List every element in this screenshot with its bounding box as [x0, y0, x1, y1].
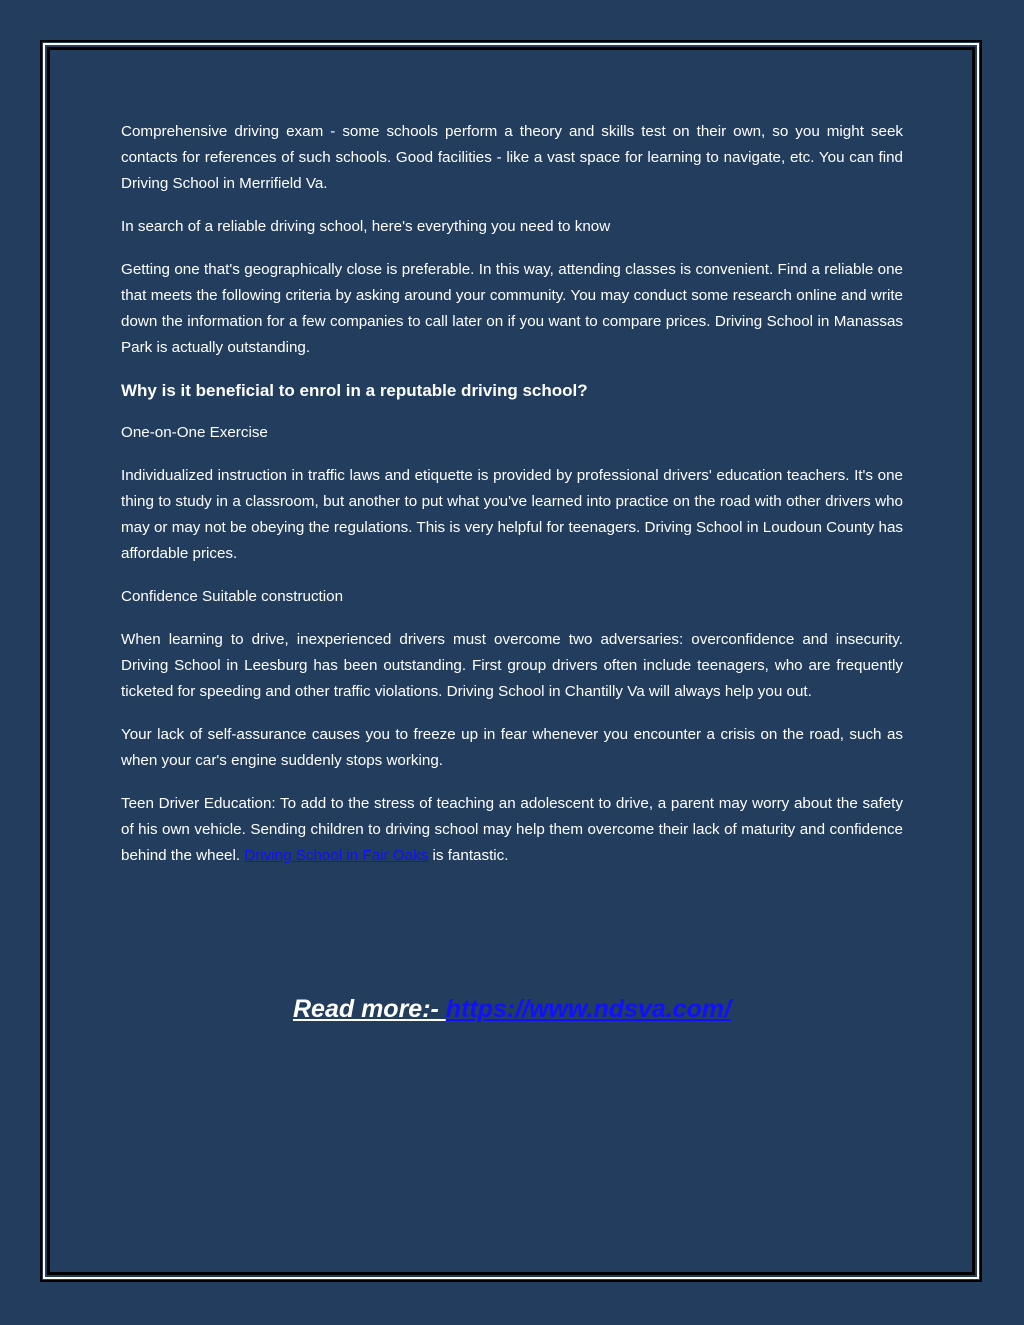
- read-more-line: [0, 995, 1024, 1024]
- teen-education-text: Teen Driver Education: To add to the stress of teaching an adolescent to drive, a parent may worry about the safety of his own vehicle. Sending children to driving school may help them overcome their lack of maturity and confidence behind the wheel.: [121, 795, 903, 864]
- paragraph-learning-to-drive: When learning to drive, inexperienced drivers must overcome two adversaries: overconfidence and insecurity. Driving School in Leesburg has been outstanding. First group drivers often include teenagers, who are frequently ticketed for speeding and other traffic violations. Driving School in Chantilly Va will always help you out.: [121, 631, 903, 700]
- subheading-confidence: Confidence Suitable construction: [121, 588, 344, 605]
- subheading-one-on-one: One-on-One Exercise: [121, 424, 268, 441]
- article-body: [121, 119, 903, 886]
- read-more-label: Read more:-: [292, 995, 446, 1023]
- paragraph-search-intro: In search of a reliable driving school, here's everything you need to know: [121, 218, 611, 235]
- fair-oaks-link[interactable]: Driving School in Fair Oaks: [244, 847, 429, 864]
- paragraph-geographic: Getting one that's geographically close is preferable. In this way, attending classes is convenient. Find a reliable one that meets the following criteria by asking around your community. You may conduct some research online and write down the information for a few companies to call later on if you want to compare prices. Driving School in Manassas Park is actually outstanding.: [121, 261, 903, 356]
- teen-education-text-end: is fantastic.: [428, 847, 509, 864]
- paragraph-individualized: Individualized instruction in traffic laws and etiquette is provided by professional drivers' education teachers. It's one thing to study in a classroom, but another to put what you've learned into practice on the road with other drivers who may or may not be obeying the regulations. This is very helpful for teenagers. Driving School in Loudoun County has affordable prices.: [121, 467, 903, 562]
- paragraph-teen-education: [121, 791, 903, 869]
- paragraph-self-assurance: Your lack of self-assurance causes you to freeze up in fear whenever you encounter a crisis on the road, such as when your car's engine suddenly stops working.: [121, 726, 903, 769]
- paragraph-comprehensive-exam: Comprehensive driving exam - some schools perform a theory and skills test on their own, so you might seek contacts for references of such schools. Good facilities - like a vast space for learning to navigate, etc. You can find Driving School in Merrifield Va.: [121, 123, 903, 192]
- read-more-link[interactable]: https://www.ndsva.com/: [445, 995, 732, 1023]
- section-heading: Why is it beneficial to enrol in a reputable driving school?: [121, 381, 588, 400]
